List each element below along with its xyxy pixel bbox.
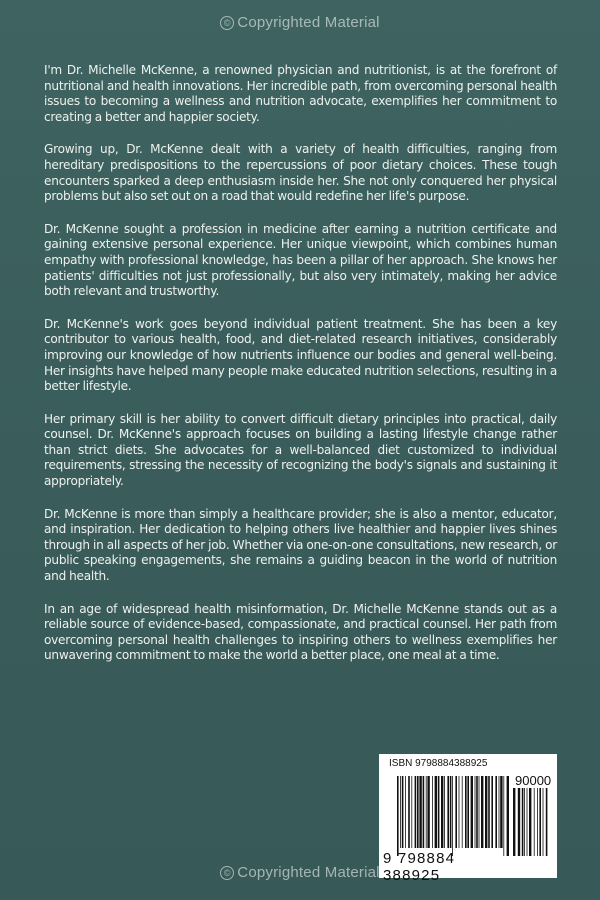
barcode-bar xyxy=(539,788,541,856)
bio-paragraph: Her primary skill is her ability to convert difficult dietary principles into practical, daily counsel. Dr. McKenne's approach focuses on building a lasting lifestyle change rather than strict diets. She advocates for a well-balanced diet customized to individual requirements, stressing the necessity of recognizing the body's signals and sustaining it appropriately. xyxy=(44,411,557,489)
barcode-bar xyxy=(507,776,509,856)
barcode-bar xyxy=(400,776,401,848)
barcode-bar xyxy=(529,788,531,856)
isbn-digits: 9 798884 388925 xyxy=(383,850,456,884)
author-bio xyxy=(44,63,557,681)
barcode-bar xyxy=(435,776,437,848)
barcode-bar xyxy=(465,776,467,848)
watermark-bottom xyxy=(0,864,600,881)
barcode-bar xyxy=(546,788,548,856)
barcode-bar xyxy=(499,776,500,848)
barcode-bar xyxy=(432,776,433,848)
barcode-bar xyxy=(495,776,497,848)
barcode-bar xyxy=(426,776,427,848)
barcode-bar xyxy=(411,776,412,848)
isbn-label: ISBN 9798884388925 xyxy=(389,758,488,769)
copyright-icon: © xyxy=(220,16,234,30)
bio-paragraph: Growing up, Dr. McKenne dealt with a variety of health difficulties, ranging from hereditary predispositions to the repercussions of poor dietary choices. These tough encounters sparked a deep enthusiasm inside her. She not only conquered her physical problems but also set out on a road that would redefine her life's purpose. xyxy=(44,142,557,204)
barcode-bar xyxy=(402,776,404,848)
barcode-bar xyxy=(488,776,490,848)
barcode-bar xyxy=(427,776,429,848)
barcode-bar xyxy=(543,788,544,856)
barcode-bar xyxy=(534,788,535,856)
barcode-bar xyxy=(485,776,487,848)
barcode-bar xyxy=(522,788,524,856)
barcode-bar xyxy=(537,788,538,856)
watermark-top xyxy=(0,14,600,31)
bio-paragraph: I'm Dr. Michelle McKenne, a renowned physician and nutritionist, is at the forefront of nutritional and health innovations. Her incredible path, from overcoming personal health issues to becoming a wellness and nutrition advocate, exemplifies her commitment to creating a better and happier society. xyxy=(44,63,557,124)
barcode-bar xyxy=(500,776,502,848)
barcode-bar xyxy=(524,788,525,856)
barcode-bar xyxy=(417,776,419,848)
barcode-bar xyxy=(513,788,515,856)
barcode-bar xyxy=(452,776,453,856)
barcode-bar xyxy=(419,776,421,848)
barcode-bar xyxy=(444,776,445,848)
barcode-bar xyxy=(397,776,399,856)
barcode-bar xyxy=(471,776,473,848)
barcode-bar xyxy=(438,776,440,848)
barcode-bar xyxy=(441,776,443,848)
price-code: 90000 xyxy=(515,773,552,788)
barcode-bar xyxy=(450,776,452,848)
watermark-text: Copyrighted Material xyxy=(237,14,380,31)
barcode-bar xyxy=(423,776,425,848)
barcode-bar xyxy=(455,776,457,848)
bio-paragraph: In an age of widespread health misinformation, Dr. Michelle McKenne stands out as a reliable source of evidence-based, compassionate, and practical counsel. Her path from overcoming personal health challenges to inspiring others to wellness exemplifies her unwavering commitment to make the world a better place, one meal at a time. xyxy=(44,601,557,663)
barcode-bar xyxy=(476,776,478,848)
barcode-bar xyxy=(481,776,483,848)
watermark-text: Copyrighted Material xyxy=(237,864,380,881)
copyright-icon: © xyxy=(220,866,234,880)
barcode-bar xyxy=(503,776,504,856)
barcode-bar xyxy=(467,776,469,848)
barcode-bar xyxy=(491,776,493,848)
barcode-bar xyxy=(479,776,480,848)
barcode-bar xyxy=(462,776,463,848)
bio-paragraph: Dr. McKenne is more than simply a healthcare provider; she is also a mentor, educator, and inspiration. Her dedication to helping others live healthier and happier lives shines through in all aspects of her job. Whether via one-on-one consultations, new research, or public speaking engagements, she remains a guiding beacon in the world of nutrition and health. xyxy=(44,506,557,584)
bio-paragraph: Dr. McKenne's work goes beyond individual patient treatment. She has been a key contributor to various health, food, and diet-related research initiatives, considerably improving our knowledge of how nutrients influence our bodies and general well-being. Her insights have helped many people make educated nutrition selections, resulting in a better lifestyle. xyxy=(44,316,557,394)
barcode-bar xyxy=(527,788,528,856)
barcode-bar xyxy=(405,776,406,848)
barcode-bar xyxy=(447,776,449,848)
barcode-bar xyxy=(518,788,520,856)
bio-paragraph: Dr. McKenne sought a profession in medicine after earning a nutrition certificate and gaining extensive personal experience. Her unique viewpoint, which combines human empathy with professional knowledge, has been a pillar of her approach. She knows her patients' difficulties not just professionally, but also very intimately, making her advice both relevant and trustworthy. xyxy=(44,221,557,299)
barcode-bar xyxy=(415,776,417,848)
barcode-bar xyxy=(459,776,460,848)
isbn-barcode xyxy=(379,754,557,884)
barcode-bar xyxy=(408,776,410,848)
barcode-bar xyxy=(475,776,476,848)
